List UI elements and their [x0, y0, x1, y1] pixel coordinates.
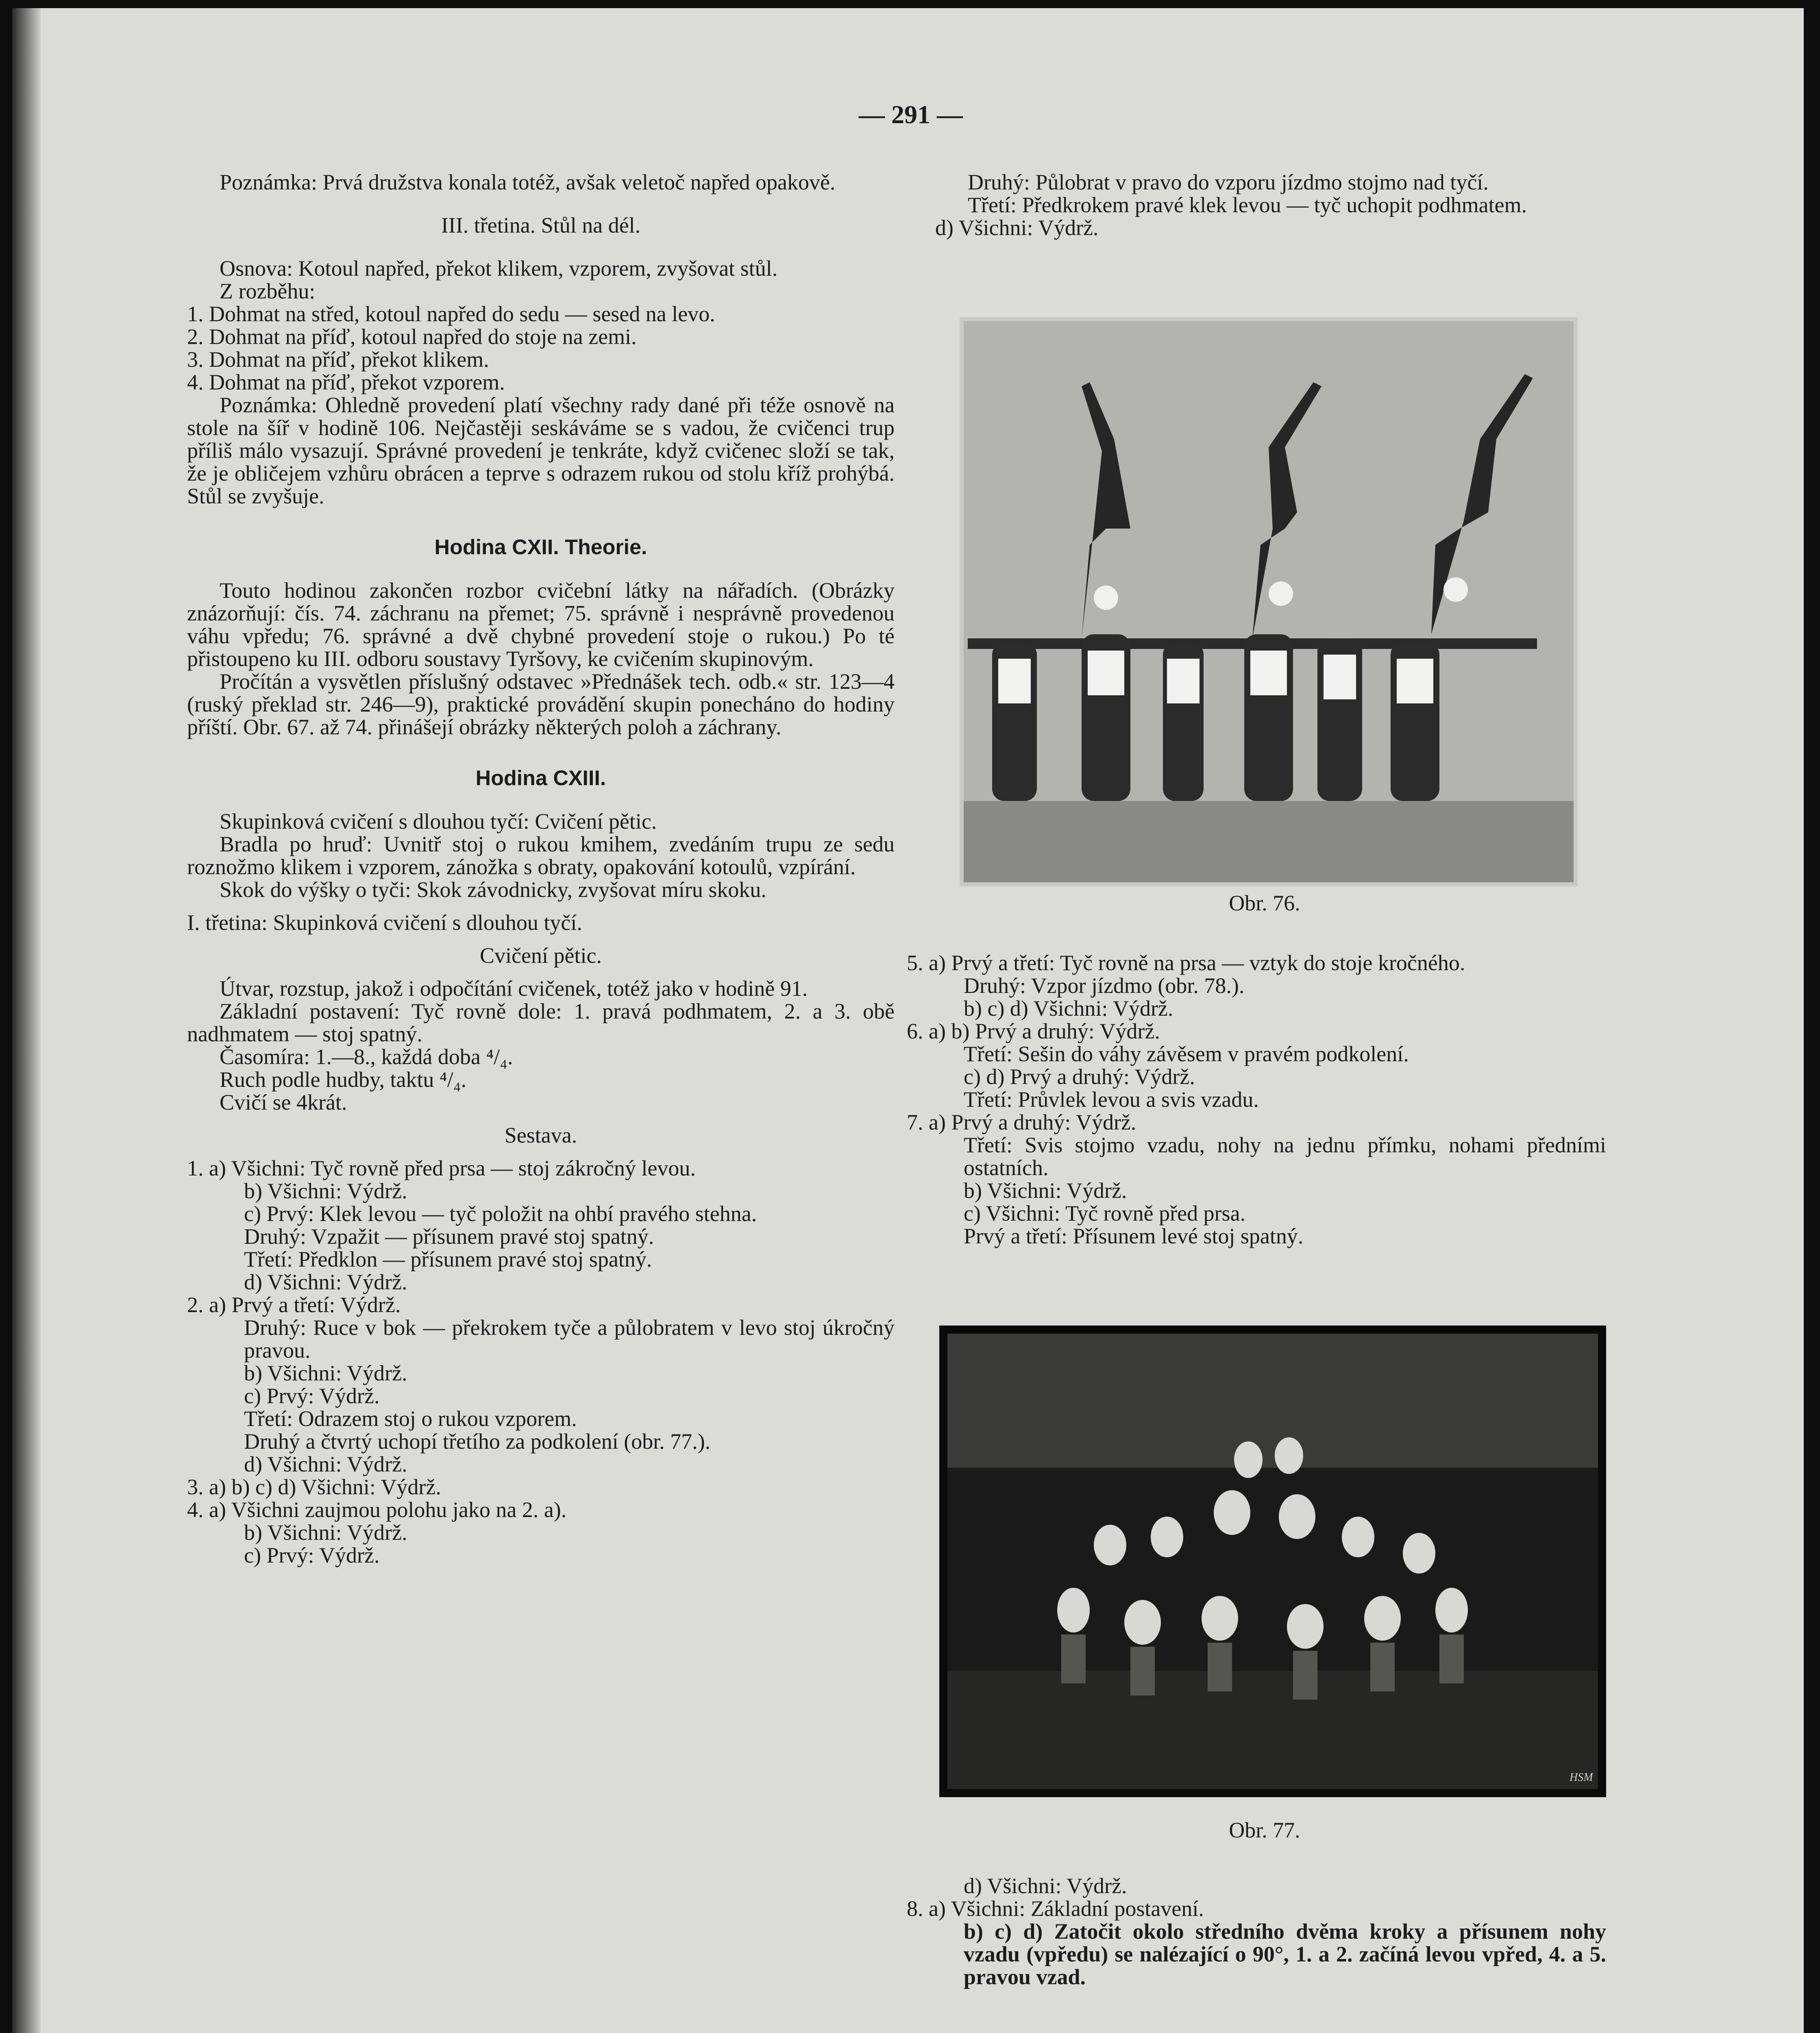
music-paragraph: Ruch podle hudby, taktu ⁴/₄.	[220, 1067, 467, 1092]
routine-line: b) Všichni: Výdrž.	[244, 1520, 407, 1545]
section-title-third-3: III. třetina. Stůl na dél.	[441, 213, 641, 237]
parallel-bars-paragraph: Bradla po hruď: Uvnitř stoj o rukou kmihem, zvedáním trupu ze sedu roznožmo klikem i vzporem, zánožka s obraty, opakování kotoulů, vzpírání.	[187, 832, 895, 879]
routine-line: b) Všichni: Výdrž.	[244, 1179, 407, 1203]
routine-line: b) c) d) Zatočit okolo středního dvěma kroky a přísunem nohy vzadu (vpředu) se nalézající o 90°, 1. a 2. začíná levou vpřed, 4. a 5. pravou vzad.	[964, 1919, 1606, 1989]
routine-line: d) Všichni: Výdrž.	[964, 1874, 1127, 1898]
routine-line: c) Prvý: Výdrž.	[244, 1543, 380, 1567]
subheading-fives: Cvičení pětic.	[480, 943, 602, 968]
routine-line: Třetí: Svis stojmo vzadu, nohy na jednu přímku, nohami předními ostatních.	[964, 1133, 1606, 1180]
right-column-bottom	[907, 1874, 1606, 1988]
exercise-list	[187, 303, 895, 394]
routine-line: 1. a) Všichni: Tyč rovně před prsa — stoj zákročný levou.	[187, 1156, 696, 1180]
list-item: 2. Dohmat na příď, kotoul napřed do stoje na zemi.	[187, 324, 637, 349]
figure-caption-77: Obr. 77.	[1229, 1818, 1300, 1842]
formation-paragraph: Útvar, rozstup, jakož i odpočítání cvičenek, totéž jako v hodině 91.	[220, 976, 808, 1001]
routine-line: Třetí: Průvlek levou a svis vzadu.	[964, 1087, 1259, 1112]
left-column	[187, 171, 895, 1567]
list-item: 1. Dohmat na střed, kotoul napřed do sedu — sesed na levo.	[187, 302, 715, 326]
routine-line: 5. a) Prvý a třetí: Tyč rovně na prsa — vztyk do stoje kročného.	[907, 951, 1465, 975]
routine-line: Druhý: Půlobrat v pravo do vzporu jízdmo stojmo nad tyčí.	[968, 170, 1489, 194]
photo-76-illustration	[960, 317, 1578, 886]
section-title-third-1: I. třetina: Skupinková cvičení s dlouhou tyčí.	[187, 910, 582, 935]
routine-line: 6. a) b) Prvý a druhý: Výdrž.	[907, 1019, 1160, 1043]
routine-line: Druhý: Vzpažit — přísunem pravé stoj spatný.	[244, 1224, 654, 1249]
scanned-page	[12, 8, 1804, 2033]
run-up-label: Z rozběhu:	[220, 279, 316, 303]
reading-paragraph: Pročítán a vysvětlen příslušný odstavec »Přednášek tech. odb.« str. 123—4 (ruský překlad str. 246—9), praktické provádění skupin ponecháno do hodiny příští. Obr. 67. až 74. přinášejí obrázky některých poloh a záchrany.	[187, 669, 895, 739]
routine-line: 7. a) Prvý a druhý: Výdrž.	[907, 1110, 1136, 1134]
right-column-middle	[907, 951, 1606, 1247]
photo-group-exercise	[939, 1326, 1606, 1797]
routine-line: b) c) d) Všichni: Výdrž.	[964, 996, 1173, 1021]
group-exercise-paragraph: Skupinková cvičení s dlouhou tyčí: Cvičení pětic.	[220, 809, 657, 834]
routine-line: d) Všichni: Výdrž.	[244, 1270, 407, 1294]
list-item: 3. Dohmat na příď, překot klikem.	[187, 347, 489, 372]
routine-list	[187, 1157, 895, 1567]
routine-line: Prvý a třetí: Přísunem levé stoj spatný.	[964, 1224, 1304, 1248]
routine-line: d) Všichni: Výdrž.	[244, 1452, 407, 1476]
routine-line: d) Všichni: Výdrž.	[935, 215, 1099, 240]
routine-line: c) Prvý: Klek levou — tyč položit na ohbí pravého stehna.	[244, 1202, 757, 1226]
routine-line: Třetí: Předklon — přísunem pravé stoj spatný.	[244, 1247, 652, 1271]
routine-line: 3. a) b) c) d) Všichni: Výdrž.	[187, 1475, 441, 1499]
heading-lesson-cxiii: Hodina CXIII.	[475, 766, 606, 790]
routine-line: 2. a) Prvý a třetí: Výdrž.	[187, 1293, 401, 1317]
routine-line: c) Prvý: Výdrž.	[244, 1384, 380, 1408]
routine-line: Třetí: Odrazem stoj o rukou vzporem.	[244, 1406, 577, 1431]
routine-line: b) Všichni: Výdrž.	[964, 1178, 1127, 1203]
routine-line: b) Všichni: Výdrž.	[244, 1361, 407, 1385]
photo-77-illustration	[939, 1326, 1606, 1797]
note-paragraph-2: Poznámka: Ohledně provedení platí všechny rady dané při téže osnově na stole na šíř v hodině 106. Nejčastěji seskáváme se s vadou, že cvičenci trup příliš málo vysazují. Správné provedení je tenkráte, když cvičenec složí se tak, že je obličejem vzhůru obrácen a teprve s odrazem rukou od stolu kříž prohýbá. Stůl se zvyšuje.	[187, 393, 895, 508]
repeat-paragraph: Cvičí se 4krát.	[220, 1090, 347, 1114]
figure-caption-76: Obr. 76.	[1229, 891, 1300, 915]
routine-line: Třetí: Sešin do váhy závěsem v pravém podkolení.	[964, 1042, 1409, 1066]
right-column-top	[935, 171, 1606, 239]
routine-line: Druhý: Vzpor jízdmo (obr. 78.).	[964, 973, 1245, 998]
basic-position-paragraph: Základní postavení: Tyč rovně dole: 1. pravá podhmatem, 2. a 3. obě nadhmatem — stoj spatný.	[187, 999, 895, 1046]
theory-paragraph: Touto hodinou zakončen rozbor cvičební látky na nářadích. (Obrázky znázorňují: čís. 74. záchranu na přemet; 75. správně i nesprávně provedenou váhu vpředu; 76. správné a dvě chybné provedení stoje o rukou.) Po té přistoupeno ku III. odboru soustavy Tyršovy, ke cvičením skupinovým.	[187, 578, 895, 671]
routine-line: Druhý a čtvrtý uchopí třetího za podkolení (obr. 77.).	[244, 1429, 711, 1454]
pole-jump-paragraph: Skok do výšky o tyči: Skok závodnicky, zvyšovat míru skoku.	[220, 877, 766, 902]
subheading-routine: Sestava.	[504, 1123, 577, 1147]
page-number: — 291 —	[859, 100, 963, 129]
routine-line: c) d) Prvý a druhý: Výdrž.	[964, 1064, 1195, 1089]
routine-line: 4. a) Všichni zaujmou polohu jako na 2. a).	[187, 1498, 567, 1522]
photo-monogram: HSM	[1570, 1771, 1593, 1784]
photo-handstand-on-pole	[960, 317, 1578, 886]
routine-line: Třetí: Předkrokem pravé klek levou — tyč uchopit podhmatem.	[968, 193, 1527, 217]
routine-line: c) Všichni: Tyč rovně před prsa.	[964, 1201, 1246, 1225]
routine-line: Druhý: Ruce v bok — překrokem tyče a půlobratem v levo stoj úkročný pravou.	[244, 1315, 895, 1363]
osnova-paragraph: Osnova: Kotoul napřed, překot klikem, vzporem, zvyšovat stůl.	[220, 256, 778, 281]
list-item: 4. Dohmat na příď, překot vzporem.	[187, 370, 505, 394]
note-paragraph: Poznámka: Prvá družstva konala totéž, avšak veletoč napřed opakově.	[220, 170, 836, 194]
heading-lesson-cxii: Hodina CXII. Theorie.	[434, 535, 647, 559]
routine-line: 8. a) Všichni: Základní postavení.	[907, 1896, 1204, 1921]
timing-paragraph: Časomíra: 1.—8., každá doba ⁴/₄.	[220, 1045, 513, 1069]
